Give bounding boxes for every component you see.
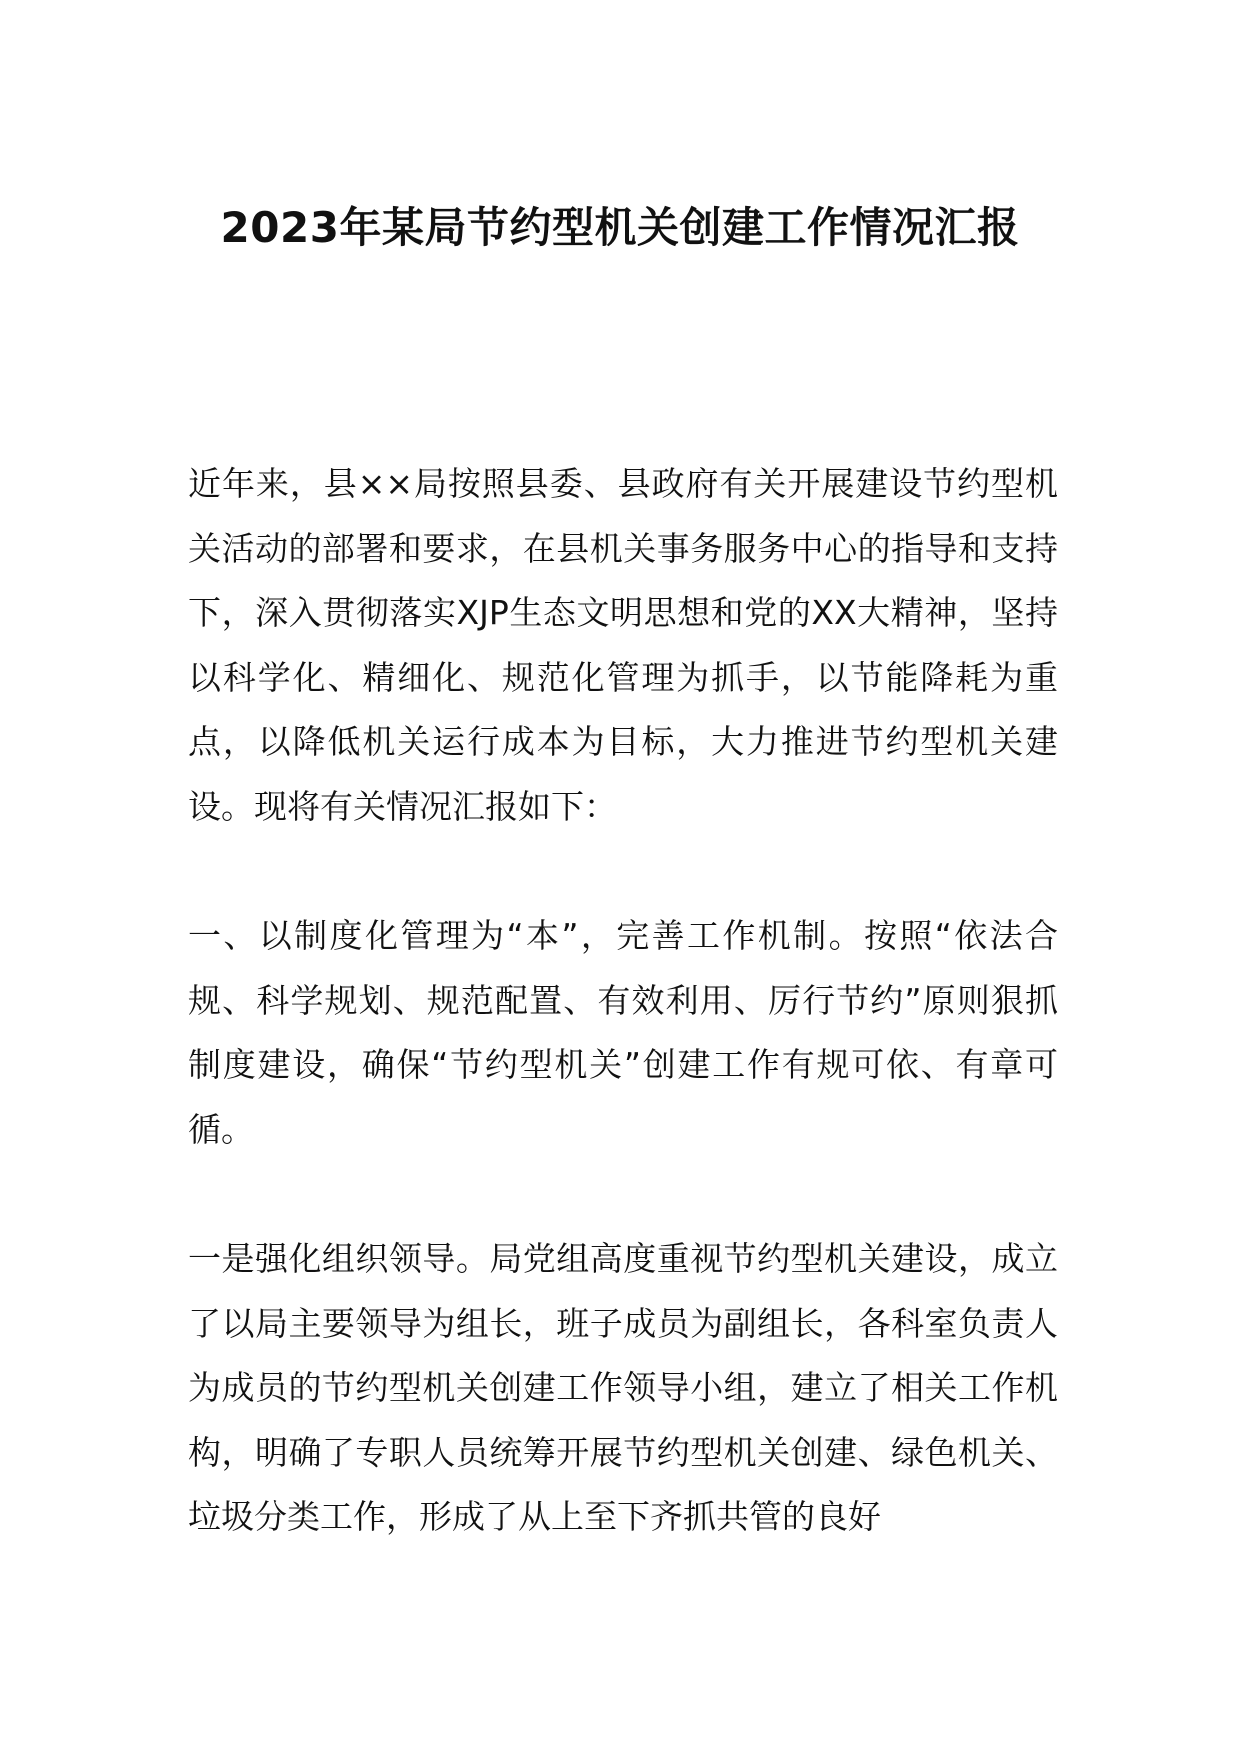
intro-paragraph: 近年来，县××局按照县委、县政府有关开展建设节约型机关活动的部署和要求，在县机关事务服务中心的指导和支持下，深入贯彻落实XJP生态文明思想和党的XX大精神，坚持以科学化、精细化、规范化管理为抓手，以节能降耗为重点，以降低机关运行成本为目标，大力推进节约型机关建设。现将有关情况汇报如下： xyxy=(188,464,1058,826)
section-one-paragraph: 一、以制度化管理为“本”，完善工作机制。按照“依法合规、科学规划、规范配置、有效利用、厉行节约”原则狠抓制度建设，确保“节约型机关”创建工作有规可依、有章可循。 xyxy=(188,916,1058,1149)
document-title: 2023年某局节约型机关创建工作情况汇报 xyxy=(220,203,1020,252)
organization-leadership-paragraph: 一是强化组织领导。局党组高度重视节约型机关建设，成立了以局主要领导为组长，班子成员为副组长，各科室负责人为成员的节约型机关创建工作领导小组，建立了相关工作机构，明确了专职人员统筹开展节约型机关创建、绿色机关、垃圾分类工作，形成了从上至下齐抓共管的良好 xyxy=(188,1239,1058,1536)
